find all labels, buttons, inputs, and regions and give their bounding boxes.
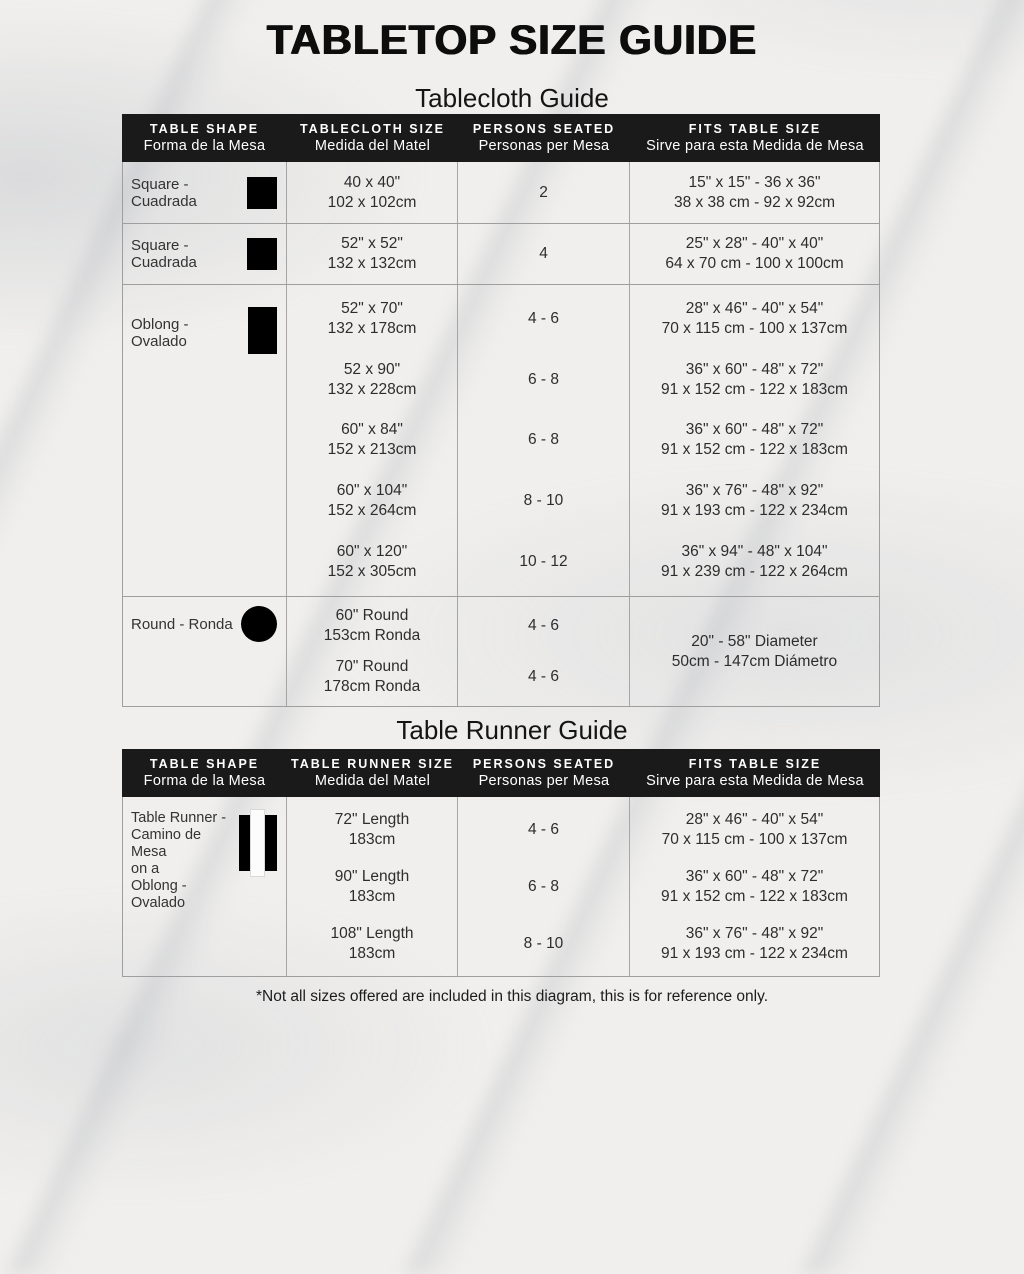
shape-label: Round - Ronda [131,616,233,633]
fits-cm: 91 x 152 cm - 122 x 183cm [661,380,848,398]
size-entry [289,481,455,521]
persons-value: 10 - 12 [519,552,568,570]
shape-label-line: Oblong - Ovalado [131,878,187,911]
size-cm: 183cm [348,830,396,848]
size-inches: 52 x 90" [343,360,401,378]
size-cm: 102 x 102cm [327,193,417,211]
square-icon [247,238,277,270]
tablecloth-header-row [122,114,880,162]
fits-inches: 36" x 60" - 48" x 72" [685,421,824,439]
header-persons-seated-en: PERSONS SEATED [472,757,616,771]
table-runner-guide-title: Table Runner Guide [396,715,628,745]
fits-entry [632,924,877,964]
shape-label: Square - Cuadrada [131,175,197,210]
header-fits-table-size-en: FITS TABLE SIZE [688,122,822,136]
size-cm: 132 x 228cm [327,380,417,398]
table-row [123,284,879,596]
tablecloth-guide-title: Tablecloth Guide [415,83,609,113]
size-entry [289,234,455,274]
size-cell [287,797,458,976]
table-row [123,797,879,976]
persons-cell [458,162,630,223]
table-runner-table [122,749,880,977]
fits-cell [630,162,879,223]
size-cm: 153cm Ronda [323,627,421,645]
header-table-shape [122,114,287,162]
shape-label: Oblong - Ovalado [131,316,189,350]
header-fits-table-size [630,114,880,162]
persons-value: 6 - 8 [527,431,559,449]
persons-cell [458,224,630,284]
size-cm: 132 x 178cm [327,320,417,338]
header-persons-seated [458,114,630,162]
shape-label-line: Camino de Mesa [131,827,202,860]
fits-inches: 36" x 94" - 48" x 104" [681,542,828,560]
fits-cm: 70 x 115 cm - 100 x 137cm [661,320,848,338]
size-cm: 152 x 305cm [327,562,417,580]
size-cell [287,224,458,284]
size-inches: 90" Length [334,867,410,885]
oblong-icon [248,307,277,354]
header-persons-seated-es: Personas per Mesa [478,773,610,789]
size-cell [287,597,458,706]
fits-cell [630,597,879,706]
fits-cm: 38 x 38 cm - 92 x 92cm [673,193,836,211]
fits-cm: 64 x 70 cm - 100 x 100cm [665,255,844,272]
size-cell [287,285,458,596]
size-inches: 60" x 120" [336,542,408,560]
header-table-runner-size-en: TABLE RUNNER SIZE [291,757,454,771]
persons-value: 8 - 10 [523,492,564,510]
size-inches: 72" Length [334,810,410,828]
fits-entry [632,632,877,672]
header-persons-seated [458,749,630,797]
fits-entry [632,360,877,400]
header-fits-table-size-en: FITS TABLE SIZE [688,757,822,771]
persons-value: 4 - 6 [527,310,559,328]
persons-cell [458,285,630,596]
persons-value: 6 - 8 [527,877,559,895]
size-entry [289,606,455,646]
fits-inches: 28" x 46" - 40" x 54" [685,810,824,828]
size-entry [289,360,455,400]
fits-inches: 36" x 60" - 48" x 72" [685,867,824,885]
fits-cell [630,224,879,284]
runner-header-row [122,749,880,797]
persons-value: 4 - 6 [527,617,559,635]
shape-cell [123,285,287,596]
header-persons-seated-en: PERSONS SEATED [472,122,616,136]
fits-inches: 36" x 60" - 48" x 72" [685,360,824,378]
fits-cm: 70 x 115 cm - 100 x 137cm [661,830,848,848]
fits-inches: 25" x 28" - 40" x 40" [685,235,824,252]
fits-cm: 50cm - 147cm Diámetro [671,652,838,670]
size-cm: 132 x 132cm [327,255,417,272]
table-row [123,162,879,223]
header-fits-table-size-es: Sirve para esta Medida de Mesa [646,138,864,154]
size-inches: 40 x 40" [343,173,401,191]
size-cm: 152 x 264cm [327,502,417,520]
size-entry [289,420,455,460]
tablecloth-body [122,162,880,707]
persons-value: 4 [539,245,548,262]
fits-inches: 15" x 15" - 36 x 36" [688,173,821,191]
persons-cell [458,797,630,976]
page-title: TABLETOP SIZE GUIDE [266,16,758,63]
persons-value: 6 - 8 [527,370,559,388]
header-table-runner-size-es: Medida del Matel [314,773,431,789]
size-inches: 52" x 70" [341,300,403,318]
size-inches: 60" Round [335,607,409,625]
header-tablecloth-size-en: TABLECLOTH SIZE [299,122,446,136]
header-tablecloth-size-es: Medida del Matel [314,138,431,154]
fits-cm: 91 x 152 cm - 122 x 183cm [661,441,848,459]
header-table-runner-size [287,749,458,797]
size-cm: 178cm Ronda [323,677,421,695]
runner-body [122,797,880,977]
shape-cell [123,162,287,223]
header-table-shape-es: Forma de la Mesa [143,773,266,789]
persons-cell [458,597,630,706]
header-tablecloth-size [287,114,458,162]
size-inches: 60" x 104" [336,482,408,500]
table-row [123,223,879,284]
fits-entry [632,420,877,460]
shape-cell [123,597,287,706]
shape-cell [123,797,287,976]
size-inches: 70" Round [335,657,409,675]
fits-entry [632,867,877,907]
persons-value: 4 - 6 [527,820,559,838]
fits-cm: 91 x 152 cm - 122 x 183cm [661,887,848,905]
size-cm: 183cm [348,887,396,905]
shape-label-line: on a [131,861,160,877]
fits-entry [632,810,877,850]
fits-inches: 36" x 76" - 48" x 92" [685,924,824,942]
header-table-shape [122,749,287,797]
fits-entry [632,173,877,213]
tablecloth-table [122,114,880,707]
header-table-shape-es: Forma de la Mesa [143,138,266,154]
size-entry [289,173,455,213]
fits-entry [632,299,877,339]
size-entry [289,867,455,907]
size-entry [289,924,455,964]
size-inches: 60" x 84" [341,421,403,439]
size-inches: 108" Length [330,924,414,942]
fits-cm: 91 x 193 cm - 122 x 234cm [661,944,848,962]
table-runner-icon [239,810,277,876]
size-entry [289,299,455,339]
fits-inches: 20" - 58" Diameter [691,632,818,650]
header-persons-seated-es: Personas per Mesa [478,138,610,154]
size-cell [287,162,458,223]
fits-cm: 91 x 193 cm - 122 x 234cm [661,502,848,520]
header-table-shape-en: TABLE SHAPE [149,122,260,136]
size-entry [289,657,455,697]
square-icon [247,177,277,209]
fits-cm: 91 x 239 cm - 122 x 264cm [661,562,848,580]
header-fits-table-size [630,749,880,797]
fits-entry [632,234,877,274]
fits-entry [632,542,877,582]
shape-label: Square - Cuadrada [131,237,197,271]
footnote: *Not all sizes offered are included in this diagram, this is for reference only. [255,988,769,1005]
header-fits-table-size-es: Sirve para esta Medida de Mesa [646,773,864,789]
fits-inches: 36" x 76" - 48" x 92" [685,482,824,500]
persons-value: 2 [539,183,548,201]
fits-cell [630,797,879,976]
size-cm: 152 x 213cm [327,441,417,459]
size-cm: 183cm [348,944,396,962]
fits-cell [630,285,879,596]
size-inches: 52" x 52" [341,235,403,252]
shape-label [131,810,239,912]
fits-inches: 28" x 46" - 40" x 54" [685,300,824,318]
header-table-shape-en: TABLE SHAPE [149,757,260,771]
table-runner-icon-runner [251,810,264,876]
persons-value: 4 - 6 [527,667,559,685]
fits-entry [632,481,877,521]
size-entry [289,810,455,850]
circle-icon [241,606,277,642]
shape-cell [123,224,287,284]
table-row [123,596,879,706]
shape-label-line: Table Runner - [131,810,227,826]
persons-value: 8 - 10 [523,934,564,952]
size-entry [289,542,455,582]
